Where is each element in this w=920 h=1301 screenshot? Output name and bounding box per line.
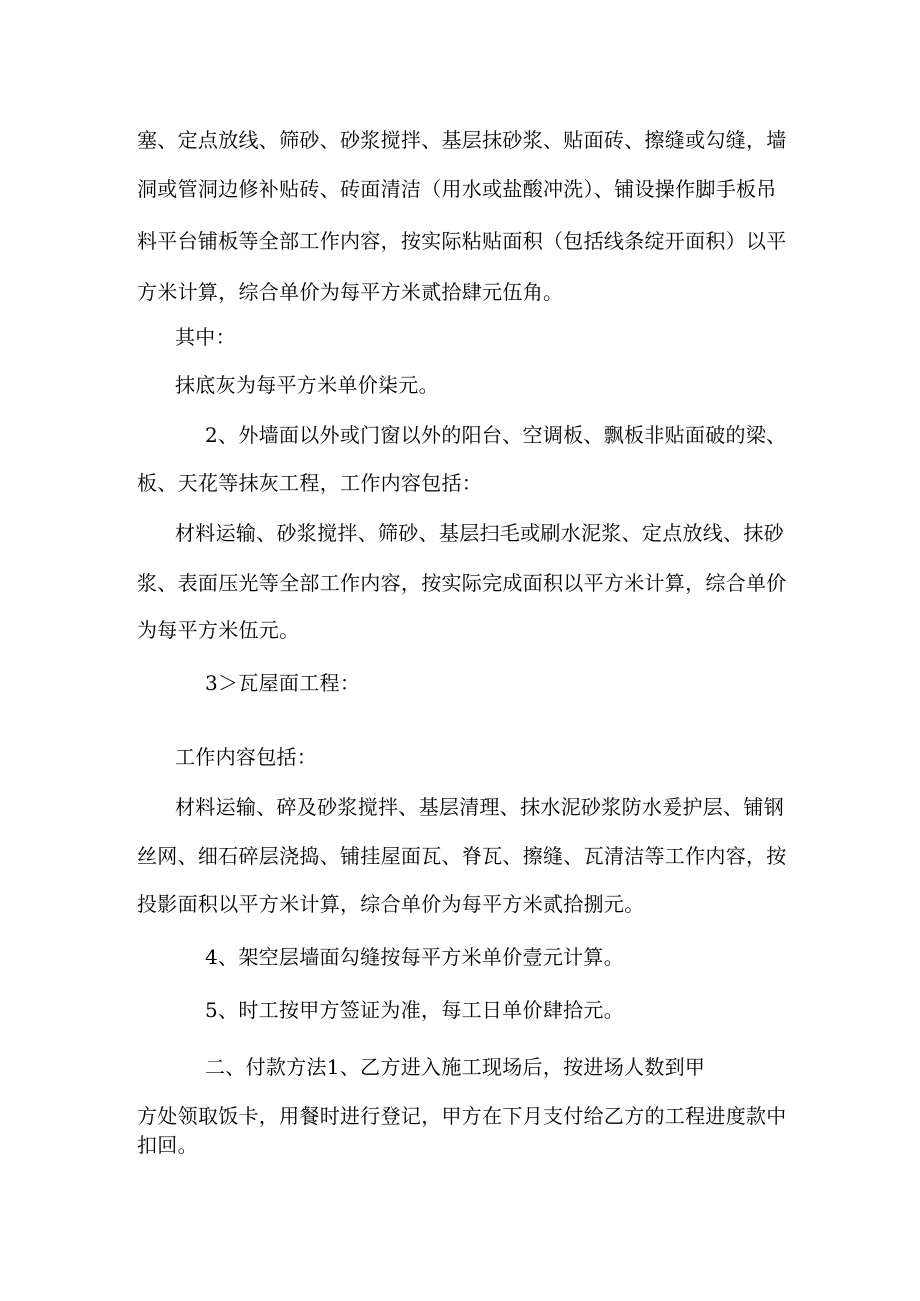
text-line: 板、天花等抹灰工程，工作内容包括： (137, 471, 483, 495)
text-line: 塞、定点放线、筛砂、砂浆搅拌、基层抹砂浆、贴面砖、擦缝或勾缝，墙 (137, 128, 787, 152)
text-line: 工作内容包括： (175, 745, 318, 769)
text-line: 为每平方米伍元。 (137, 618, 300, 642)
text-line: 料平台铺板等全部工作内容，按实际粘贴面积（包括线条绽开面积）以平 (137, 229, 787, 253)
text-line: 二、付款方法1、乙方进入施工现场后，按进场人数到甲 (205, 1055, 706, 1079)
text-line: 5、时工按甲方签证为准，每工日单价肆拾元。 (205, 998, 625, 1022)
text-line: 浆、表面压光等全部工作内容，按实际完成面积以平方米计算，综合单价 (137, 571, 787, 595)
text-line: 其中： (175, 325, 236, 349)
text-line: 扣回。 (137, 1133, 198, 1157)
text-line: 4、架空层墙面勾缝按每平方米单价壹元计算。 (205, 945, 625, 969)
text-line: 抹底灰为每平方米单价柒元。 (175, 373, 439, 397)
text-line: 方处领取饭卡，用餐时进行登记，甲方在下月支付给乙方的工程进度款中 (137, 1104, 787, 1128)
text-line: 投影面积以平方米计算，综合单价为每平方米贰拾捌元。 (137, 892, 645, 916)
text-line: 洞或管洞边修补贴砖、砖面清洁（用水或盐酸冲洗）、铺设操作脚手板吊 (137, 177, 777, 201)
text-line: 材料运输、砂浆搅拌、筛砂、基层扫毛或刷水泥浆、定点放线、抹砂 (175, 521, 784, 545)
text-line: 材料运输、碎及砂浆搅拌、基层清理、抹水泥砂浆防水爰护层、铺钢 (175, 795, 784, 819)
text-line: 方米计算，综合单价为每平方米贰拾肆元伍角。 (137, 280, 564, 304)
text-line: 丝网、细石碎层浇捣、铺挂屋面瓦、脊瓦、擦缝、瓦清洁等工作内容，按 (137, 844, 787, 868)
text-line: 2、外墙面以外或门窗以外的阳台、空调板、飘板非贴面破的梁、 (205, 423, 787, 447)
text-line: 3＞瓦屋面工程： (205, 671, 361, 695)
